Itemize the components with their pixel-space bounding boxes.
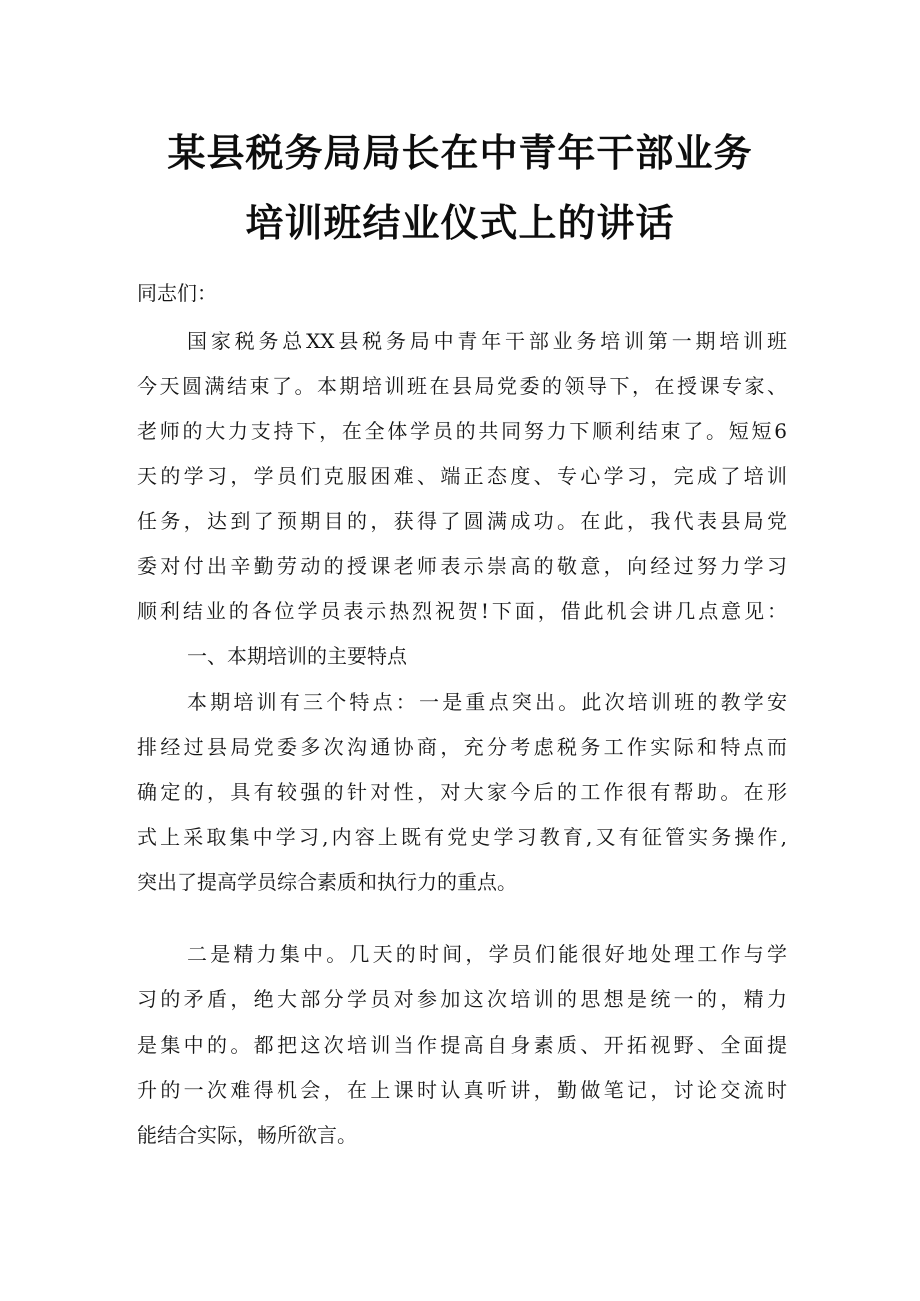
paragraph-1-line: 任务，达到了预期目的，获得了圆满成功。在此，我代表县局党 — [137, 509, 787, 533]
paragraph-2-line: 本期培训有三个特点：一是重点突出。此次培训班的教学安 — [187, 690, 787, 714]
paragraph-2-line: 式上采取集中学习,内容上既有党史学习教育,又有征管实务操作, — [137, 825, 787, 849]
paragraph-3-line: 习的矛盾，绝大部分学员对参加这次培训的思想是统一的，精力 — [137, 987, 787, 1011]
paragraph-3-line: 二是精力集中。几天的时间，学员们能很好地处理工作与学 — [187, 942, 787, 966]
section-heading: 一、本期培训的主要特点 — [187, 644, 407, 668]
paragraph-1-line: 天的学习，学员们克服困难、端正态度、专心学习，完成了培训 — [137, 464, 787, 488]
paragraph-2-line: 排经过县局党委多次沟通协商，充分考虑税务工作实际和特点而 — [137, 735, 787, 759]
paragraph-3-line: 是集中的。都把这次培训当作提高自身素质、开拓视野、全面提 — [137, 1033, 787, 1057]
paragraph-1-line: 老师的大力支持下，在全体学员的共同努力下顺利结束了。短短6 — [137, 419, 787, 443]
paragraph-1-line: 顺利结业的各位学员表示热烈祝贺!下面，借此机会讲几点意见： — [137, 599, 787, 623]
paragraph-2-line: 突出了提高学员综合素质和执行力的重点。 — [137, 870, 517, 894]
paragraph-1-line: 今天圆满结束了。本期培训班在县局党委的领导下，在授课专家、 — [137, 374, 787, 398]
paragraph-1-line: 国家税务总XX县税务局中青年干部业务培训第一期培训班 — [187, 329, 787, 353]
document-title-line-2: 培训班结业仪式上的讲话 — [245, 201, 675, 245]
paragraph-3-line: 升的一次难得机会，在上课时认真听讲，勤做笔记，讨论交流时 — [137, 1078, 787, 1102]
paragraph-2-line: 确定的，具有较强的针对性，对大家今后的工作很有帮助。在形 — [137, 780, 787, 804]
document-title-line-1: 某县税务局局长在中青年干部业务 — [167, 131, 753, 175]
paragraph-1-line: 委对付出辛勤劳动的授课老师表示崇高的敬意，向经过努力学习 — [137, 554, 787, 578]
paragraph-3-line: 能结合实际，畅所欲言。 — [137, 1123, 357, 1147]
salutation: 同志们： — [137, 281, 217, 305]
